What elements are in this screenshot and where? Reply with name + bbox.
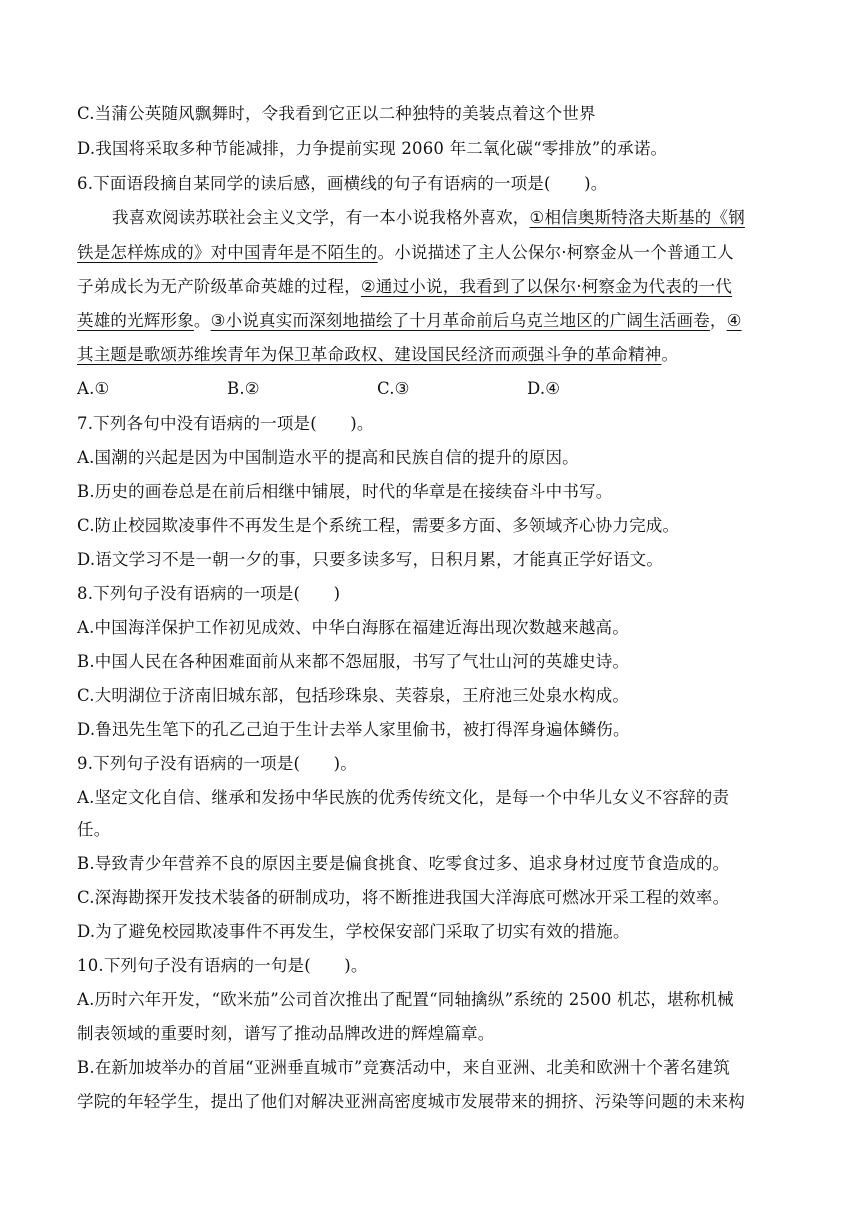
underlined-sentence-1: ①相信奥斯特洛夫斯基的《钢 <box>529 208 745 227</box>
underlined-sentence-4: ④ <box>726 311 742 330</box>
passage-line <box>77 241 734 265</box>
passage-text: 。 <box>193 311 211 330</box>
q9-option-d[interactable]: D.为了避免校园欺凌事件不再发生，学校保安部门采取了切实有效的措施。 <box>77 922 630 941</box>
q10-option-b[interactable]: B.在新加坡举办的首届“亚洲垂直城市”竞赛活动中，来自亚洲、北美和欧洲十个著名建筑 <box>77 1058 730 1077</box>
passage-line <box>77 343 678 367</box>
q7-option-a[interactable]: A.国潮的兴起是因为中国制造水平的提高和民族自信的提升的原因。 <box>77 448 579 467</box>
q10-option-a[interactable]: A.历时六年开发，“欧米茄”公司首次推出了配置“同轴擒纵”系统的 2500 机芯，堪称机械 <box>77 990 734 1009</box>
q10-option-a-cont[interactable]: 制表领域的重要时刻，谱写了推动品牌改进的辉煌篇章。 <box>77 1024 495 1043</box>
underlined-sentence-3: ③小说真实而深刻地描绘了十月革命前后乌克兰地区的广阔生活画卷 <box>210 311 710 330</box>
passage-text: 。小说描述了主人公保尔·柯察金从一个普通工人 <box>377 243 734 262</box>
option-b[interactable]: B.② <box>227 379 260 398</box>
q5-option-d: D.我国将采取多种节能减排，力争提前实现 2060 年二氧化碳“零排放”的承诺。 <box>77 139 668 158</box>
option-c[interactable]: C.③ <box>377 379 410 398</box>
question-6-stem: 6.下面语段摘自某同学的读后感，画横线的句子有语病的一项是( )。 <box>77 174 608 193</box>
passage-line <box>77 309 742 333</box>
q10-option-b-cont[interactable]: 学院的年轻学生，提出了他们对解决亚洲高密度城市发展带来的拥挤、污染等问题的未来构 <box>77 1092 745 1111</box>
q8-option-a[interactable]: A.中国海洋保护工作初见成效、中华白海豚在福建近海出现次数越来越高。 <box>77 618 629 637</box>
q7-option-b[interactable]: B.历史的画卷总是在前后相继中铺展，时代的华章是在接续奋斗中书写。 <box>77 482 613 501</box>
passage-text: 我喜欢阅读苏联社会主义文学，有一本小说我格外喜欢， <box>112 208 530 227</box>
q8-option-b[interactable]: B.中国人民在各种困难面前从来都不怨屈服，书写了气壮山河的英雄史诗。 <box>77 652 630 671</box>
passage-text: ， <box>709 311 727 330</box>
q9-option-c[interactable]: C.深海勘探开发技术装备的研制成功，将不断推进我国大洋海底可燃冰开采工程的效率。 <box>77 888 730 907</box>
q9-option-b[interactable]: B.导致青少年营养不良的原因主要是偏食挑食、吃零食过多、追求身材过度节食造成的。 <box>77 854 730 873</box>
underlined-sentence-1-cont: 铁是怎样炼成的》对中国青年是不陌生的 <box>77 243 378 262</box>
q8-option-c[interactable]: C.大明湖位于济南旧城东部，包括珍珠泉、芙蓉泉，王府池三处泉水构成。 <box>77 686 630 705</box>
underlined-sentence-2: ②通过小说，我看到了以保尔·柯察金为代表的一代 <box>360 277 733 296</box>
passage-line <box>77 275 732 299</box>
question-10-stem: 10.下列句子没有语病的一句是( )。 <box>77 956 368 975</box>
passage-text: 。 <box>661 345 679 364</box>
underlined-sentence-2-cont: 英雄的光辉形象 <box>77 311 194 330</box>
option-a[interactable]: A.① <box>77 379 110 398</box>
option-d[interactable]: D.④ <box>527 379 561 398</box>
q8-option-d[interactable]: D.鲁迅先生笔下的孔乙己迫于生计去举人家里偷书，被打得浑身遍体鳞伤。 <box>77 720 630 739</box>
question-7-stem: 7.下列各句中没有语病的一项是( )。 <box>77 414 374 433</box>
passage-text: 子弟成长为无产阶级革命英雄的过程， <box>77 277 361 296</box>
q9-option-a-cont[interactable]: 任。 <box>77 820 111 839</box>
underlined-sentence-4-cont: 其主题是歌颂苏维埃青年为保卫革命政权、建设国民经济而顽强斗争的革命精神 <box>77 345 662 364</box>
q7-option-d[interactable]: D.语文学习不是一朝一夕的事，只要多读多写，日积月累，才能真正学好语文。 <box>77 550 664 569</box>
question-9-stem: 9.下列句子没有语病的一项是( )。 <box>77 754 357 773</box>
q5-option-c: C.当蒲公英随风飘舞时，令我看到它正以二种独特的美装点着这个世界 <box>77 104 596 123</box>
q9-option-a[interactable]: A.坚定文化自信、继承和发扬中华民族的优秀传统文化，是每一个中华儿女义不容辞的责 <box>77 788 730 807</box>
question-8-stem: 8.下列句子没有语病的一项是( ) <box>77 584 341 603</box>
passage-line <box>112 206 745 230</box>
q7-option-c[interactable]: C.防止校园欺凌事件不再发生是个系统工程，需要多方面、多领域齐心协力完成。 <box>77 516 680 535</box>
